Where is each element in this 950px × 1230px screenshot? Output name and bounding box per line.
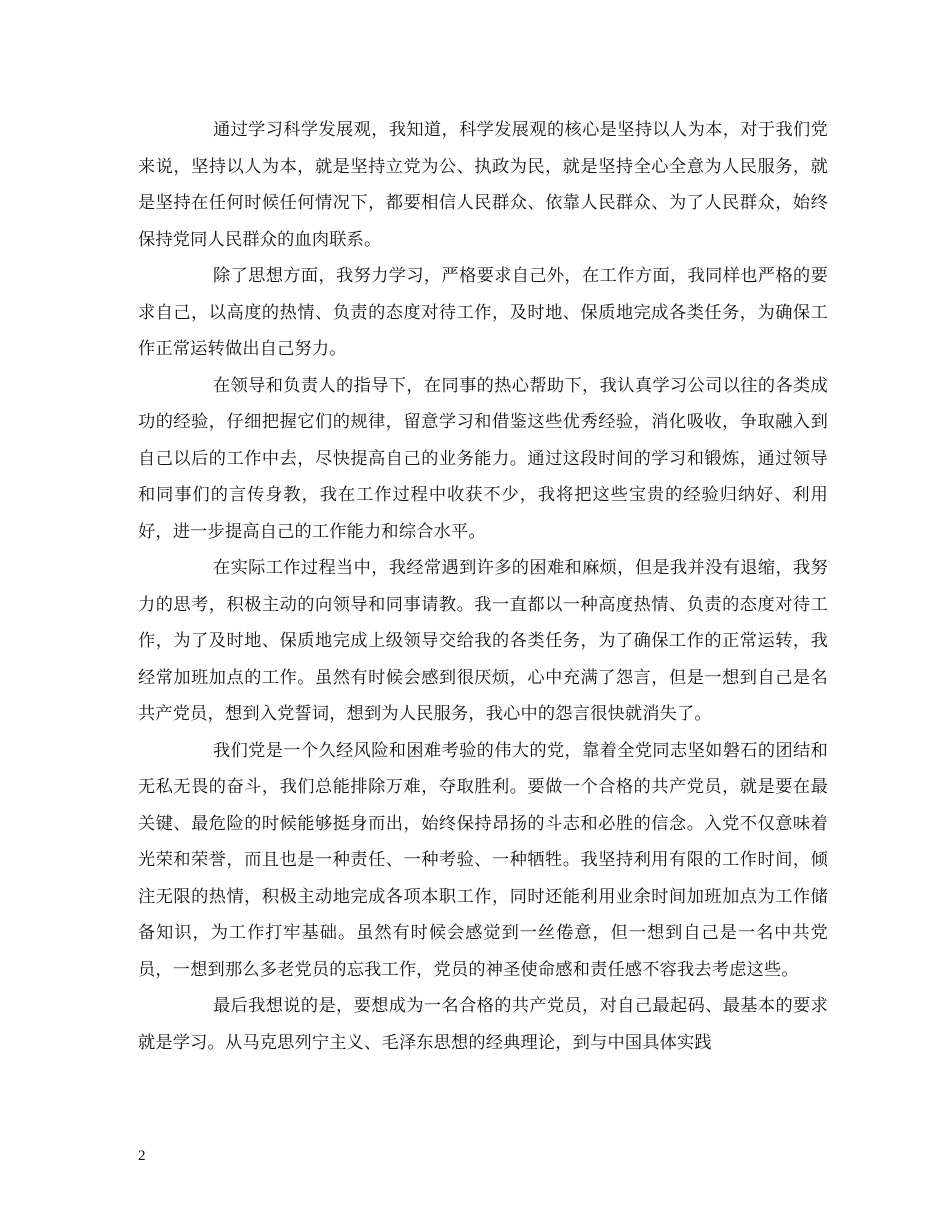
paragraph-1: 通过学习科学发展观，我知道，科学发展观的核心是坚持以人为本，对于我们党来说，坚持以人为本，就是坚持立党为公、执政为民，就是坚持全心全意为人民服务，就是坚持在任何时候任何情况下，都要相信人民群众、依靠人民群众、为了人民群众，始终保持党同人民群众的血肉联系。 bbox=[138, 120, 828, 250]
paragraph-5: 我们党是一个久经风险和困难考验的伟大的党，靠着全党同志坚如磐石的团结和无私无畏的奋斗，我们总能排除万难，夺取胜利。要做一个合格的共产党员，就是要在最关键、最危险的时候能够挺身而出，始终保持昂扬的斗志和必胜的信念。入党不仅意味着光荣和荣誉，而且也是一种责任、一种考验、一种牺牲。我坚持利用有限的工作时间，倾注无限的热情，积极主动地完成各项本职工作，同时还能利用业余时间加班加点为工作储备知识，为工作打牢基础。虽然有时候会感觉到一丝倦意，但一想到自己是一名中共党员，一想到那么多老党员的忘我工作，党员的神圣使命感和责任感不容我去考虑这些。 bbox=[138, 740, 828, 980]
paragraph-6: 最后我想说的是，要想成为一名合格的共产党员，对自己最起码、最基本的要求就是学习。从马克思列宁主义、毛泽东思想的经典理论，到与中国具体实践 bbox=[138, 996, 828, 1053]
document-body bbox=[138, 112, 828, 1061]
page-number: 2 bbox=[138, 1148, 146, 1164]
paragraph-3: 在领导和负责人的指导下，在同事的热心帮助下，我认真学习公司以往的各类成功的经验，仔细把握它们的规律，留意学习和借鉴这些优秀经验，消化吸收，争取融入到自己以后的工作中去，尽快提高自己的业务能力。通过这段时间的学习和锻炼，通过领导和同事们的言传身教，我在工作过程中收获不少，我将把这些宝贵的经验归纳好、利用好，进一步提高自己的工作能力和综合水平。 bbox=[138, 375, 828, 542]
paragraph-2: 除了思想方面，我努力学习，严格要求自己外，在工作方面，我同样也严格的要求自己，以高度的热情、负责的态度对待工作，及时地、保质地完成各类任务，为确保工作正常运转做出自己努力。 bbox=[138, 266, 828, 359]
paragraph-4: 在实际工作过程当中，我经常遇到许多的困难和麻烦，但是我并没有退缩，我努力的思考，积极主动的向领导和同事请教。我一直都以一种高度热情、负责的态度对待工作，为了及时地、保质地完成上级领导交给我的各类任务，为了确保工作的正常运转，我经常加班加点的工作。虽然有时候会感到很厌烦，心中充满了怨言，但是一想到自己是名共产党员，想到入党誓词，想到为人民服务，我心中的怨言很快就消失了。 bbox=[138, 558, 828, 724]
